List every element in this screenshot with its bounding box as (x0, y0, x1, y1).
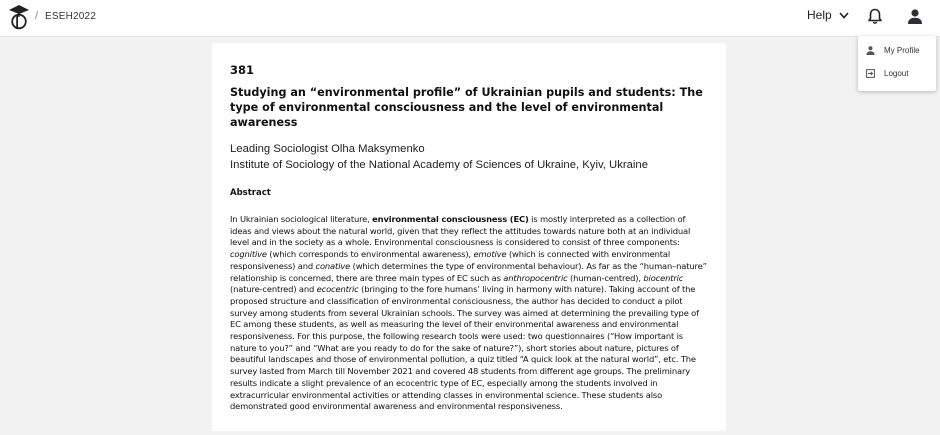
user-icon[interactable] (907, 9, 923, 24)
top-bar (0, 0, 940, 37)
person-icon (866, 46, 875, 55)
abstract-term: conative (315, 260, 351, 271)
abstract-term: anthropocentric (503, 272, 568, 283)
abstract-text (230, 214, 708, 413)
abstract-term: emotive (473, 249, 507, 260)
paper-title: Studying an “environmental profile” of Ukrainian pupils and students: The type of environmental consciousness and the level of environmental awareness (230, 86, 703, 129)
author-block (230, 142, 708, 173)
paper-number: 381 (230, 63, 255, 77)
abstract-term: biocentric (643, 272, 684, 283)
abstract-text-segment: (human-centred), (567, 272, 644, 283)
abstract-text-segment: is mostly interpreted as a collection of ideas and views about the natural world, given that they reflect the attitudes towards nature both at an individual level and in the society as a whole. Environmental consciousness is considered to consist of three components: (230, 214, 691, 248)
help-menu-button[interactable] (807, 8, 849, 22)
abstract-text-segment: In Ukrainian sociological literature, (230, 214, 373, 224)
abstract-text-segment: (which corresponds to environmental awareness), (266, 249, 474, 260)
breadcrumb-conference-link[interactable]: ESEH2022 (45, 11, 97, 22)
abstract-content (230, 63, 708, 413)
abstract-term: environmental consciousness (EC) (372, 214, 529, 224)
logo-icon[interactable] (7, 4, 31, 30)
breadcrumb-separator: / (35, 10, 39, 22)
menu-item-my-profile[interactable] (866, 46, 920, 55)
help-label: Help (807, 8, 832, 22)
bell-icon[interactable] (867, 8, 883, 25)
menu-item-logout[interactable] (866, 69, 908, 78)
abstract-text-segment: (which determines the type of environmental behaviour). As far as the “human–nature” relationship is concerned, there are three main types of EC such as (230, 260, 707, 283)
abstract-term: cognitive (230, 249, 267, 260)
user-dropdown-menu (858, 36, 936, 91)
abstract-text-segment: (nature-centred) and (230, 284, 317, 295)
author-affiliation: Institute of Sociology of the National Academy of Sciences of Ukraine, Kyiv, Ukraine (230, 158, 648, 171)
abstract-term: ecocentric (316, 284, 359, 295)
menu-item-label: My Profile (884, 46, 920, 55)
abstract-card (212, 43, 726, 431)
abstract-heading: Abstract (230, 188, 271, 198)
abstract-text-segment: (which is connected with environmental responsiveness) and (230, 249, 671, 271)
abstract-text-segment: (bringing to the fore humans’ living in harmony with nature). Taking account of the proposed structure and classification of environmental consciousness, the author has decided to conduct a pilot survey among students from several Ukrainian schools. The survey was aimed at determining the prevailing type of EC among these students, as well as measuring the level of their environmental awareness and environmental responsiveness. For this purpose, the following research tools were used: two questionnaires (“How important is nature to you?” and “What are you ready to do for the sake of nature?”), short stories about nature, pictures of beautiful landscapes and those of environmental pollution, a quiz titled “A quick look at the natural world”, etc. The survey lasted from March till November 2021 and covered 48 students from different age groups. The preliminary results indicate a slight prevalence of an ecocentric type of EC, especially among the students involved in extracurricular environmental activities or attending classes in environmental science. These students also demonstrated good environmental awareness and environmental responsiveness. (230, 284, 699, 412)
logout-icon (866, 69, 875, 78)
menu-item-label: Logout (884, 69, 909, 78)
author-name: Leading Sociologist Olha Maksymenko (230, 143, 425, 155)
chevron-down-icon (839, 12, 849, 19)
